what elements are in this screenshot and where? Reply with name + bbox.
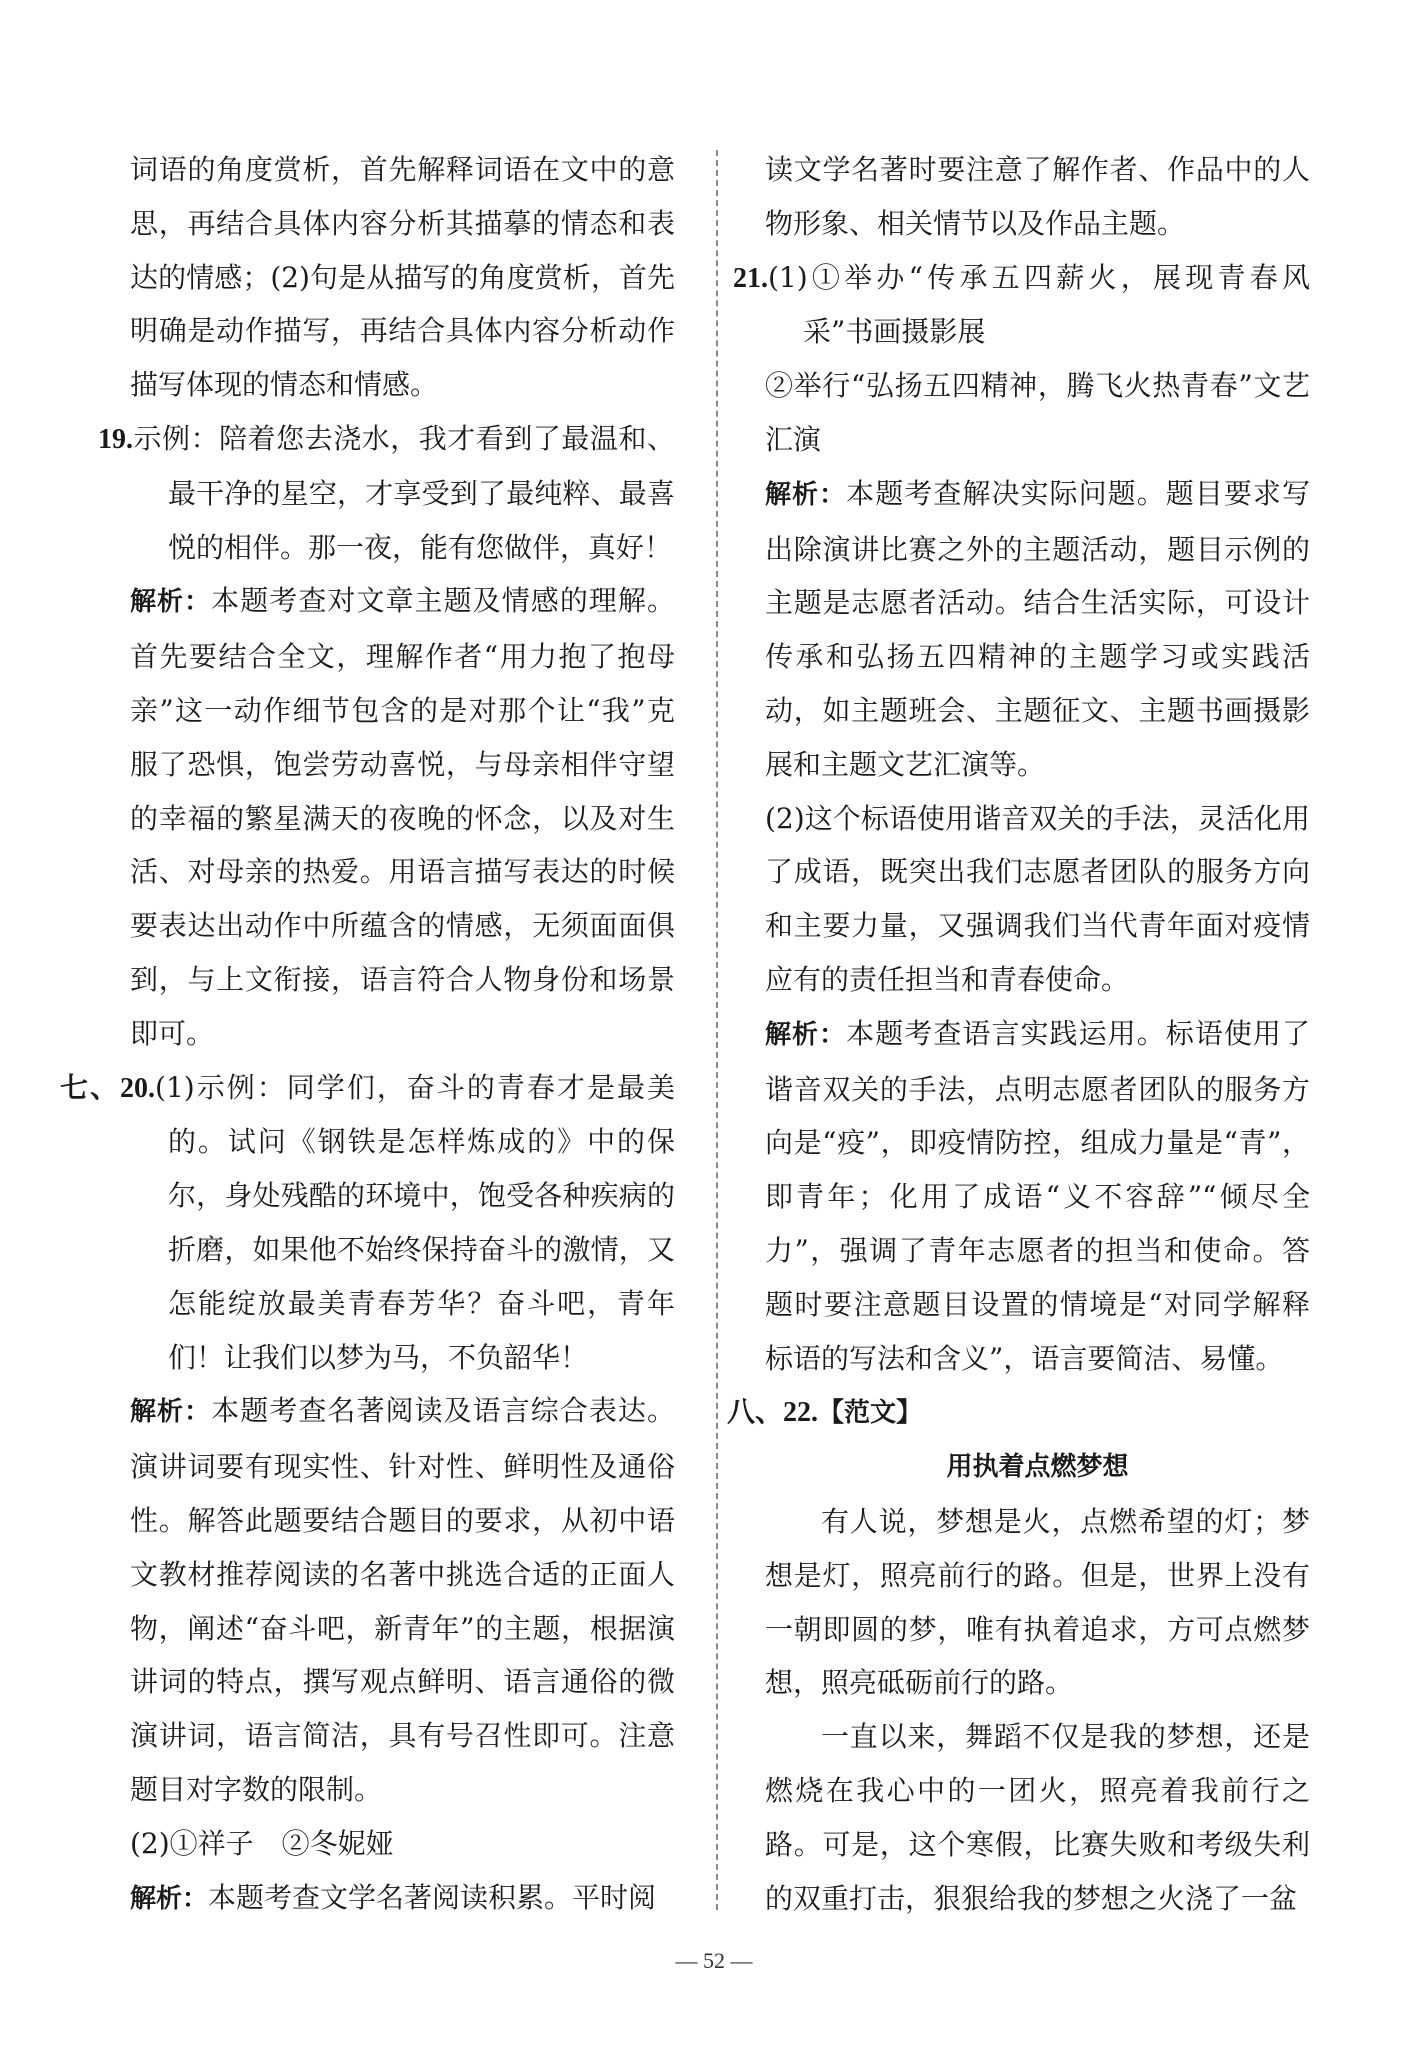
question-22 (727, 1385, 1310, 1441)
question-19 (98, 412, 675, 574)
question-number: 22. (783, 1397, 819, 1429)
answer-text: (1)①举办“传承五四薪火，展现青春风采”书画摄影展 (768, 260, 1310, 349)
analysis-text: 本题考查语言实践运用。标语使用了谐音双关的手法，点明志愿者团队的服务方向是“疫”，即疫情防控，组成力量是“青”，即青年；化用了成语“义不容辞”“倾尽全力”，强调了青年志愿者的担当和使命。答题时要注意题目设置的情境是“对同学解释标语的写法和含义”，语言要简洁、易懂。 (765, 1016, 1310, 1375)
answer-text: 示例：陪着您去浇水，我才看到了最温和、最干净的星空，才享受到了最纯粹、最喜悦的相伴。那一夜，能有您做伴，真好！ (133, 421, 675, 564)
question-number: 20. (120, 1072, 156, 1104)
question-number: 21. (733, 262, 768, 294)
analysis-text: 本题考查名著阅读及语言综合表达。演讲词要有现实性、针对性、鲜明性及通俗性。解答此题要结合题目的要求，从初中语文教材推荐阅读的名著中挑选合适的正面人物，阐述“奋斗吧，新青年”的主题，根据演讲词的特点，撰写观点鲜明、语言通俗的微演讲词，语言简洁，具有号召性即可。注意题目对字数的限制。 (130, 1394, 675, 1806)
analysis-text: 本题考查对文章主题及情感的理解。首先要结合全文，理解作者“用力抱了抱母亲”这一动作细节包含的是对那个让“我”克服了恐惧，饱尝劳动喜悦，与母亲相伴守望的幸福的繁星满天的夜晚的怀念，以及对生活、对母亲的热爱。用语言描写表达的时候要表达出动作中所蕴含的情感，无须面面俱到，与上文衔接，语言符合人物身份和场景即可。 (130, 584, 675, 1050)
analysis-20 (130, 1384, 675, 1816)
essay-paragraph: 一直以来，舞蹈不仅是我的梦想，还是燃烧在我心中的一团火，照亮着我前行之路。可是，这个寒假，比赛失败和考级失利的双重打击，狠狠给我的梦想之火浇了一盆 (765, 1720, 1310, 1915)
right-column (727, 143, 1310, 1925)
analysis-21-part2 (765, 1007, 1310, 1386)
answer-21-part2: (2)这个标语使用谐音双关的手法，灵活化用了成语，既突出我们志愿者团队的服务方向和主要力量，又强调我们当代青年面对疫情应有的责任担当和青春使命。 (765, 801, 1310, 996)
column-divider (716, 150, 718, 1910)
left-column (60, 143, 675, 1926)
analysis-label: 解析： (130, 587, 212, 618)
analysis-label: 解析： (130, 1397, 212, 1428)
essay-title: 用执着点燃梦想 (946, 1452, 1129, 1483)
analysis-label: 解析： (765, 1019, 847, 1050)
page-number: — 52 — (675, 1948, 753, 1973)
analysis-text: 本题考查文学名著阅读积累。平时阅 (208, 1880, 657, 1914)
question-21 (733, 251, 1310, 360)
answer-20-part2: (2)①祥子 ②冬妮娅 (130, 1826, 394, 1860)
section-prefix: 八、 (727, 1397, 784, 1429)
analysis-21 (765, 467, 1310, 792)
analysis-label: 解析： (130, 1883, 209, 1914)
paragraph-continuation: 读文学名著时要注意了解作者、作品中的人物形象、相关情节以及作品主题。 (765, 153, 1310, 240)
essay-paragraph: 有人说，梦想是火，点燃希望的灯；梦想是灯，照亮前行的路。但是，世界上没有一朝即圆的梦，唯有执着追求，方可点燃梦想，照亮砥砺前行的路。 (765, 1504, 1310, 1700)
analysis-label: 解析： (765, 479, 847, 510)
analysis-text: 本题考查解决实际问题。题目要求写出除演讲比赛之外的主题活动，题目示例的主题是志愿者活动。结合生活实际，可设计传承和弘扬五四精神的主题学习或实践活动，如主题班会、主题征文、主题书画摄影展和主题文艺汇演等。 (765, 476, 1310, 781)
answer-21-item2: ②举行“弘扬五四精神，腾飞火热青春”文艺汇演 (765, 369, 1310, 456)
question-20 (60, 1061, 675, 1385)
analysis-19 (130, 574, 675, 1060)
section-prefix: 七、 (60, 1072, 121, 1104)
analysis-20-part2 (130, 1871, 675, 1927)
answer-text: (1)示例：同学们，奋斗的青春才是最美的。试问《钢铁是怎样炼成的》中的保尔，身处残酷的环境中，饱受各种疾病的折磨，如果他不始终保持奋斗的激情，又怎能绽放最美青春芳华？奋斗吧，青年们！让我们以梦为马，不负韶华！ (155, 1070, 675, 1374)
model-essay-tag: 【范文】 (818, 1398, 923, 1429)
paragraph-continuation: 词语的角度赏析，首先解释词语在文中的意思，再结合具体内容分析其描摹的情态和表达的情感；(2)句是从描写的角度赏析，首先明确是动作描写，再结合具体内容分析动作描写体现的情态和情感。 (130, 153, 675, 402)
question-number: 19. (98, 423, 133, 455)
